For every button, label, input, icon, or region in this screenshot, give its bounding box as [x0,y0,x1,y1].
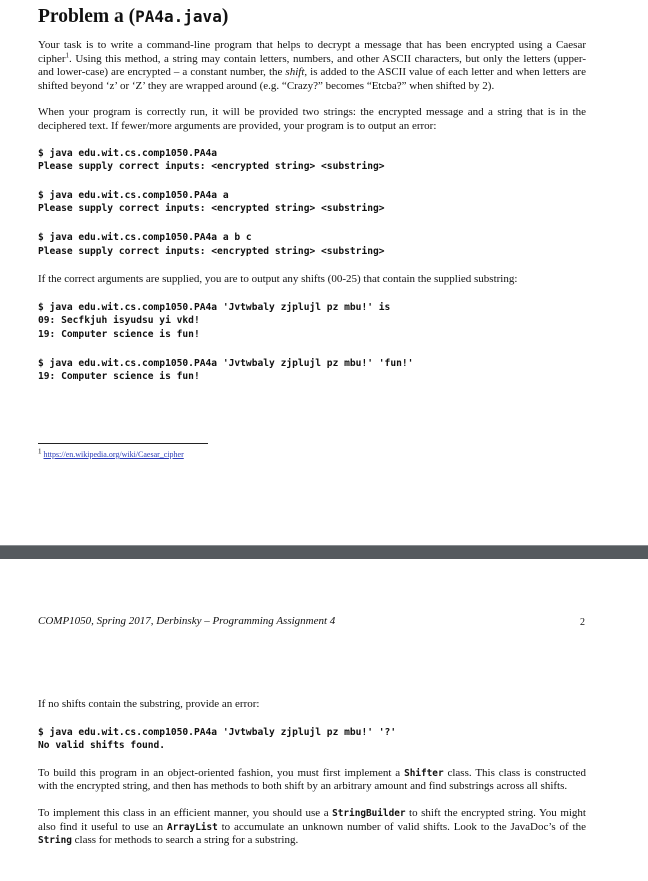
shifter-class-code: Shifter [404,767,444,779]
title-filename: PA4a.java [135,7,222,26]
page-header: COMP1050, Spring 2017, Derbinsky – Programming Assignment 4 [38,615,336,627]
code-line: $ java edu.wit.cs.comp1050.PA4a a b c [38,231,252,243]
shift-emphasis: shift [285,66,305,79]
footnote-number: 1 [38,447,42,456]
page-separator [0,545,648,560]
arguments-paragraph: When your program is correctly run, it will be provided two strings: the encrypted message and a string that is in the deciphered text. If fewer/more arguments are provided, your program is to output an error: [38,106,586,132]
arraylist-code: ArrayList [166,821,218,833]
code-example-no-valid [38,726,586,753]
code-line: 19: Computer science is fun! [38,328,200,340]
impl-text-3: to accumulate an unknown number of valid shifts. Look to the JavaDoc’s of the [217,820,586,833]
page-number: 2 [580,617,585,628]
intro-paragraph [38,39,586,93]
footnote [38,447,586,460]
code-line: $ java edu.wit.cs.comp1050.PA4a 'Jvtwbaly zjplujl pz mbu!' 'fun!' [38,357,414,369]
code-example-one-arg [38,189,586,216]
impl-text-1: To implement this class in an efficient manner, you should use a [38,806,333,819]
code-line: $ java edu.wit.cs.comp1050.PA4a a [38,189,229,201]
footnote-separator [38,443,208,444]
shifter-text-2: class. This class is constructed with the encrypted string, and then has methods to both shift by an arbitrary amount and find substrings across all shifts. [38,766,586,793]
string-class-code: String [38,835,72,847]
code-line: Please supply correct inputs: <encrypted string> <substring> [38,245,385,257]
intro-text-2: . Using this method, a string may contain letters, numbers, and other ASCII characters, but only the letters (upper- and lower-case) are encrypted – a constant number, the [38,52,586,79]
code-example-three-args [38,231,586,258]
code-example-no-args [38,147,586,174]
page-2-content [38,698,586,848]
code-line: $ java edu.wit.cs.comp1050.PA4a 'Jvtwbaly zjplujl pz mbu!' is [38,301,391,313]
intro-text-1: Your task is to write a command-line program that helps to decrypt a message that has been encrypted using a Caesar cipher [38,39,586,65]
title-prefix: Problem a ( [38,6,136,27]
title-suffix: ) [221,6,229,27]
code-line: 09: Secfkjuh isyudsu yi vkd! [38,315,200,327]
code-example-fun [38,357,586,384]
code-line: Please supply correct inputs: <encrypted string> <substring> [38,203,385,215]
implementation-paragraph [38,807,586,848]
page-1-content [38,5,586,384]
correct-args-paragraph: If the correct arguments are supplied, you are to output any shifts (00-25) that contain the supplied substring: [38,273,518,286]
impl-text-2: to shift the encrypted string. You might also find it useful to use an [38,806,586,833]
shifter-paragraph [38,767,586,794]
impl-text-4: class for methods to search a string for a substring. [71,834,299,847]
shifter-text-1: To build this program in an object-oriented fashion, you must first implement a [38,766,405,779]
document-page-2 [0,559,648,881]
code-line: No valid shifts found. [38,740,166,752]
no-shift-paragraph: If no shifts contain the substring, provide an error: [38,698,260,710]
problem-title [38,5,586,29]
code-line: $ java edu.wit.cs.comp1050.PA4a [38,147,218,159]
code-example-is [38,301,586,342]
stringbuilder-code: StringBuilder [332,807,406,819]
footnote-link[interactable]: https://en.wikipedia.org/wiki/Caesar_cipher [43,450,184,459]
code-line: 19: Computer science is fun! [38,371,200,383]
code-line: Please supply correct inputs: <encrypted string> <substring> [38,161,385,173]
intro-text-3: , is added to the ASCII value of each letter and when letters are shifted beyond ‘z’ or ‘Z’ they are wrapped around (e.g. “Crazy?” becomes “Etcba?” when shifted by 2). [38,66,586,92]
footnote-reference[interactable]: 1 [65,50,69,59]
code-line: $ java edu.wit.cs.comp1050.PA4a 'Jvtwbaly zjplujl pz mbu!' '?' [38,726,397,738]
